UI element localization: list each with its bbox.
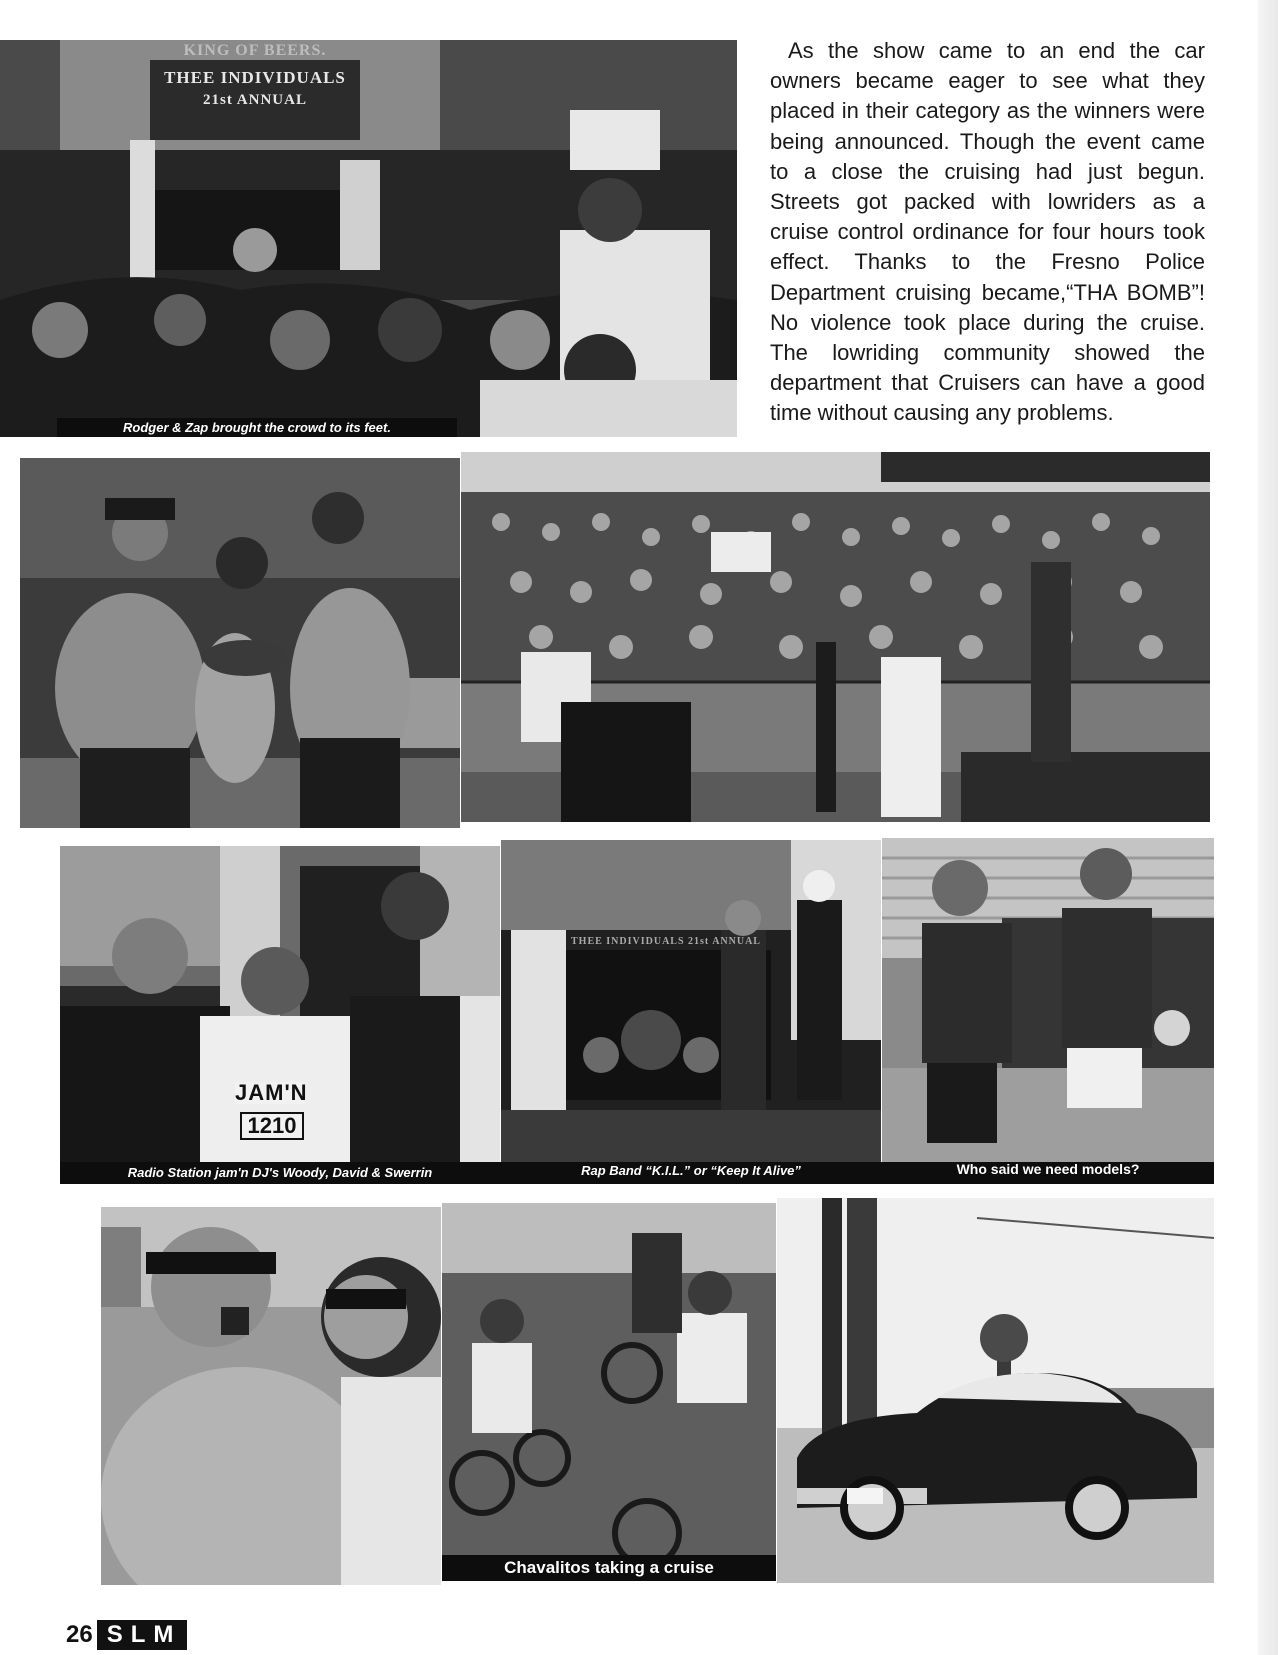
caption-rap-band: Rap Band “K.I.L.” or “Keep It Alive” xyxy=(581,1163,801,1178)
photo-lowrider-car xyxy=(777,1198,1214,1583)
stage-banner-top: KING OF BEERS. xyxy=(183,42,327,59)
shirt-logo-line-1: JAM'N xyxy=(235,1080,308,1105)
magazine-logo: SLM xyxy=(97,1620,188,1650)
photo-bodybuilders xyxy=(20,458,460,828)
article-body: As the show came to an end the car owners became eager to see what they placed in their category as the winners were being announced. Though the event came to a close the cruising had just begun. Streets got packed with lowriders as a cruise control ordinance for four hours took effect. Thanks to the Fresno Police Department cruising became,“THA BOMB”! No violence took place during the cruise. The lowriding community showed the department that Cruisers can have a good time without causing any problems. xyxy=(770,38,1205,426)
stage-banner-line-1: THEE INDIVIDUALS xyxy=(164,68,346,87)
models-scene-graphic xyxy=(882,838,1214,1168)
caption-radio-djs: Radio Station jam'n DJ's Woody, David & Swerrin xyxy=(127,1165,433,1180)
photo-couple-sunglasses xyxy=(101,1207,441,1585)
photo-crowd-stage-front xyxy=(461,452,1210,822)
stage-scene-graphic xyxy=(0,40,737,437)
page-number: 26 xyxy=(66,1621,93,1648)
crowd-scene-graphic xyxy=(461,452,1210,822)
photo-kids-bikes xyxy=(442,1203,776,1581)
caption-models: Who said we need models? xyxy=(956,1161,1140,1177)
rap-band-scene-graphic xyxy=(501,840,881,1170)
photo-radio-djs xyxy=(60,846,500,1184)
bodybuilders-scene-graphic xyxy=(20,458,460,828)
couple-scene-graphic xyxy=(101,1207,441,1585)
page-edge-shadow xyxy=(1258,0,1278,1655)
caption-kids-bikes: Chavalitos taking a cruise xyxy=(442,1555,776,1581)
photo-stage-performance xyxy=(0,40,737,437)
photo-rap-band xyxy=(501,840,881,1170)
rap-stage-banner: THEE INDIVIDUALS 21st ANNUAL xyxy=(571,936,761,947)
lowrider-car-scene-graphic xyxy=(777,1198,1214,1583)
caption-stage: Rodger & Zap brought the crowd to its feet. xyxy=(57,418,457,437)
photo-models-lowrider xyxy=(882,838,1214,1168)
page-folio xyxy=(66,1620,187,1650)
stage-banner-line-2: 21st ANNUAL xyxy=(203,92,307,108)
kids-bikes-scene-graphic xyxy=(442,1203,776,1581)
shirt-logo-line-2: 1210 xyxy=(240,1112,304,1140)
